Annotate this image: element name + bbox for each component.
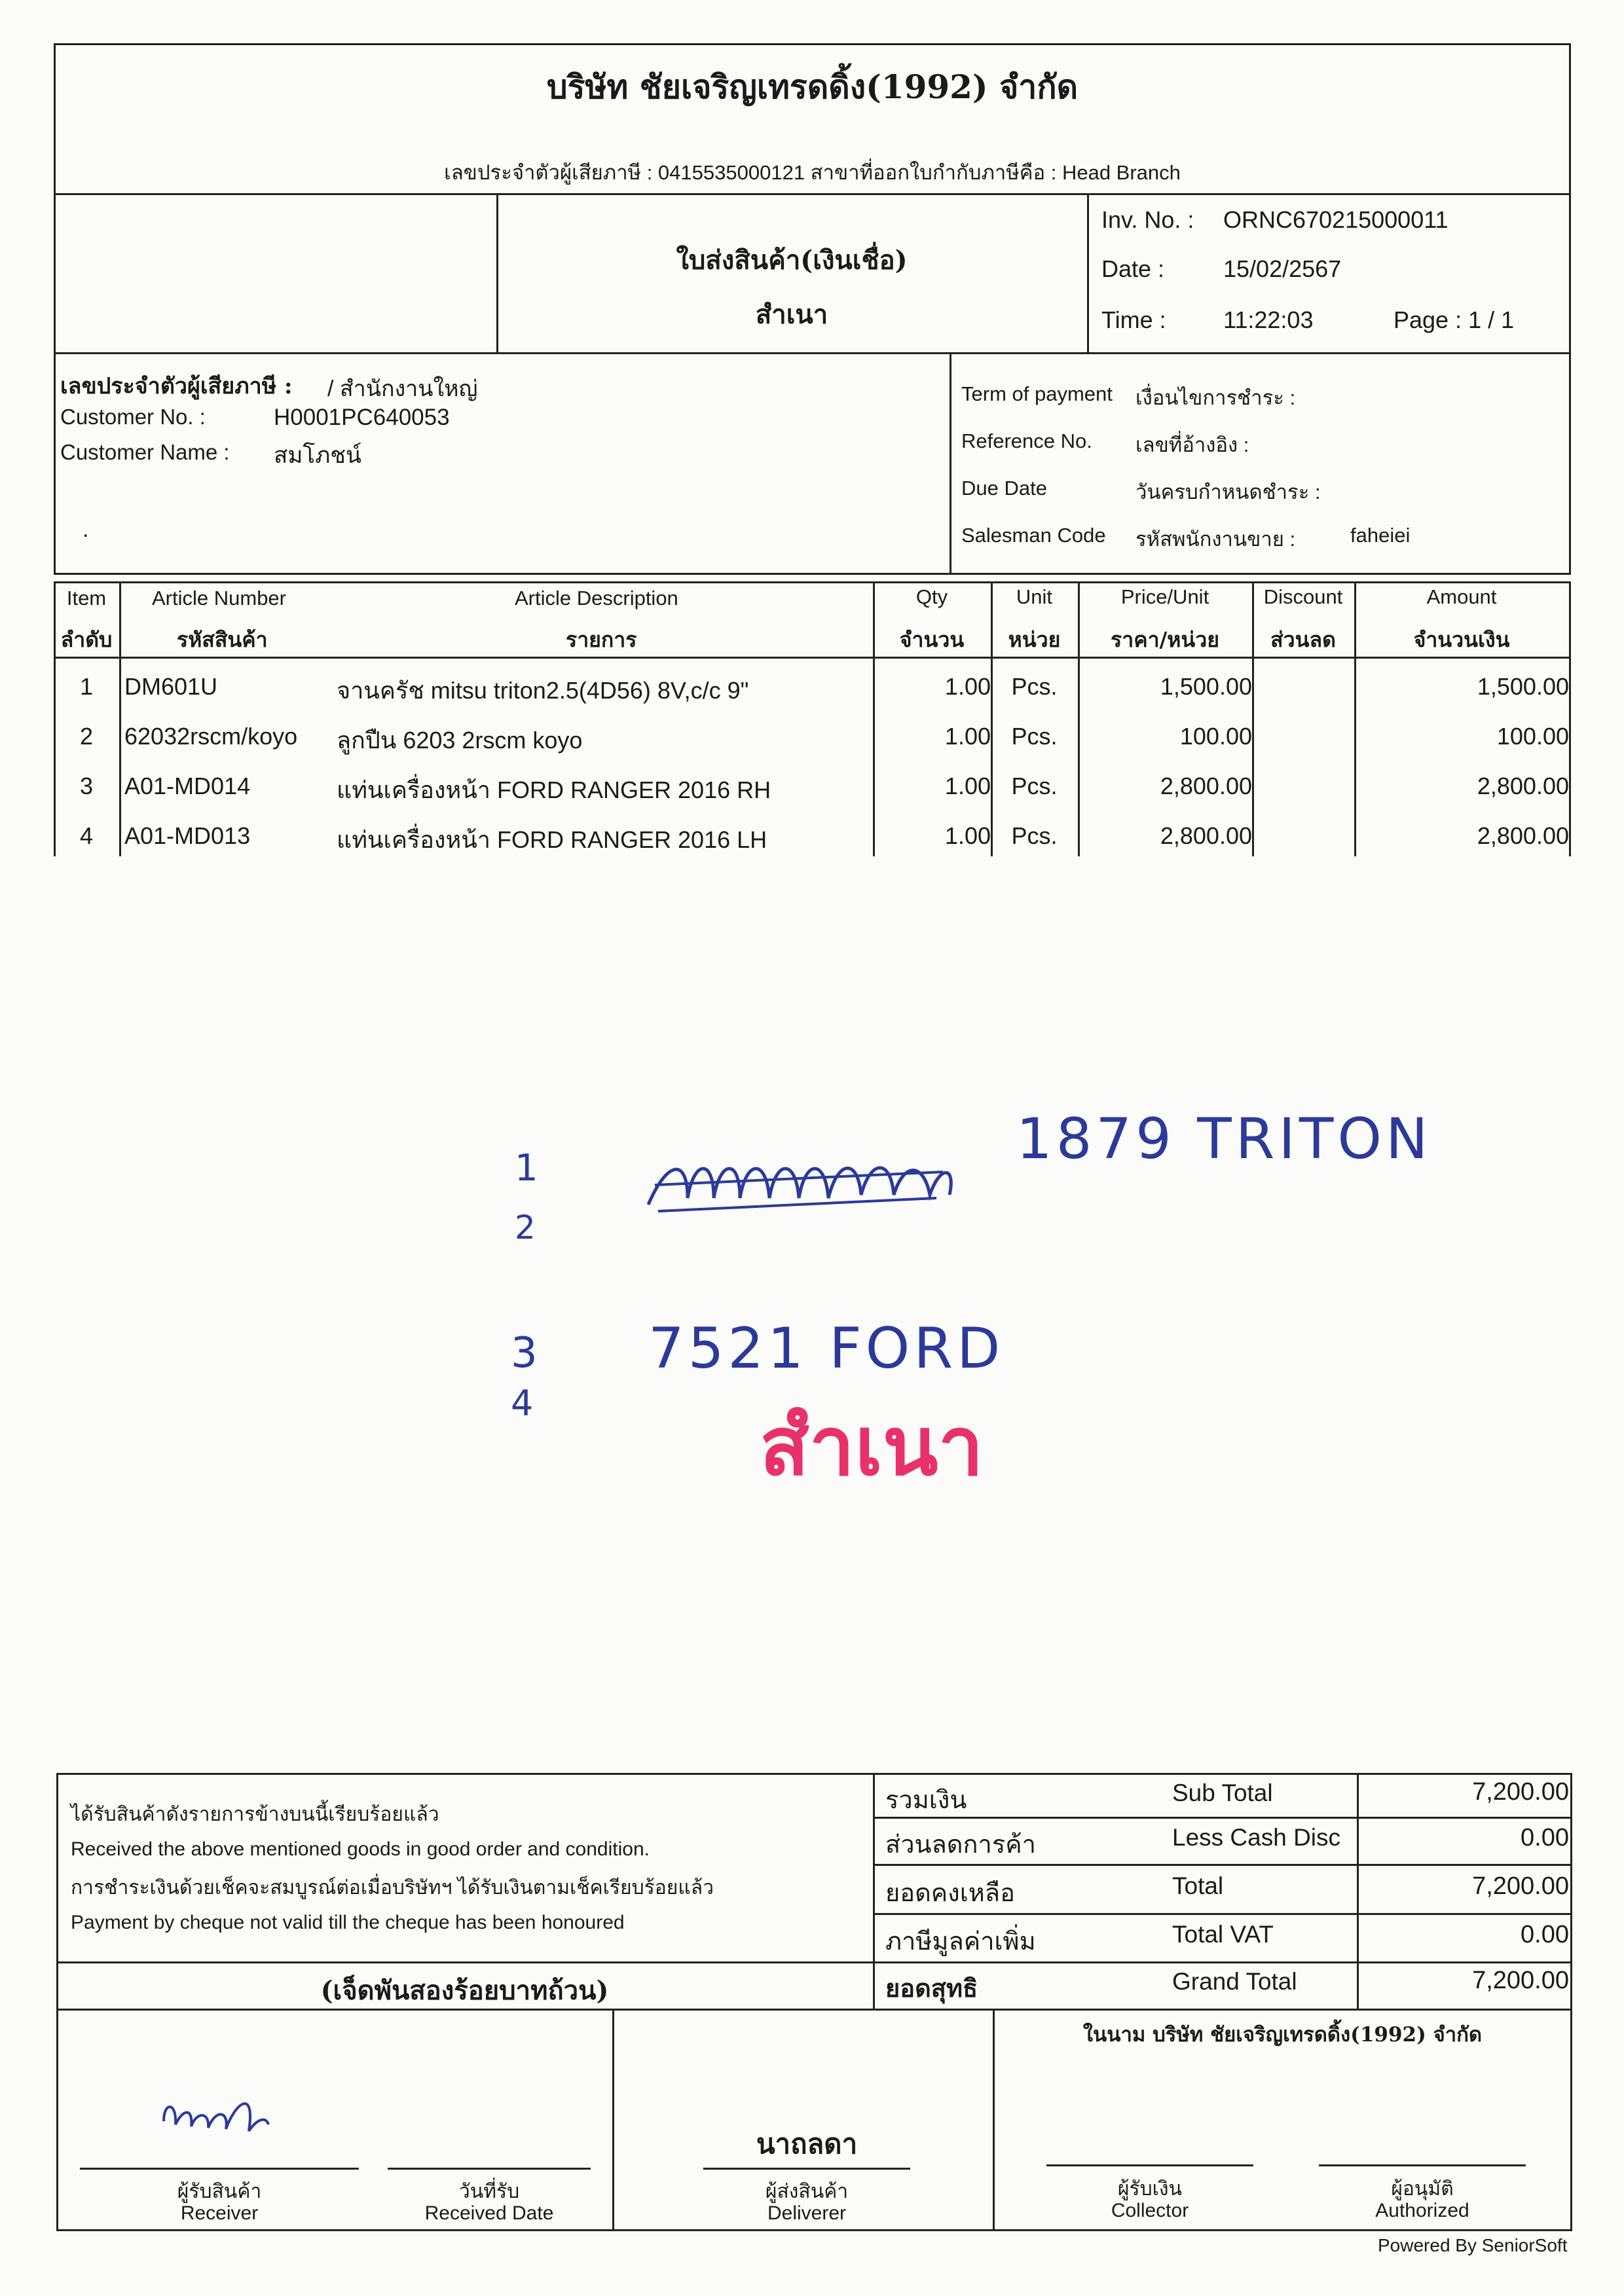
header-article-description: Article Description — [515, 587, 678, 610]
cheque-note-en: Payment by cheque not valid till the cheque has been honoured — [71, 1912, 625, 1933]
term-label: Term of payment — [961, 382, 1113, 405]
divider — [873, 1864, 1572, 1866]
deliverer-signature: นาถลดา — [756, 2128, 858, 2160]
company-tax-line: เลขประจำตัวผู้เสียภาษี : 0415535000121 สาขาที่ออกใบกำกับภาษีคือ : Head Branch — [444, 161, 1181, 184]
row-code: A01-MD014 — [124, 773, 251, 799]
date-value: 15/02/2567 — [1223, 255, 1342, 282]
header-unit-th: หน่วย — [1008, 627, 1061, 652]
discount-label-en: Less Cash Disc — [1172, 1824, 1341, 1851]
row-item: 4 — [79, 822, 94, 849]
row-unit: Pcs. — [1011, 723, 1058, 750]
invoice-number-label: Inv. No. : — [1101, 206, 1194, 233]
grand-total-value: 7,200.00 — [1472, 1967, 1569, 1994]
header-article-description-th: รายการ — [566, 627, 637, 652]
authorized-label-en: Authorized — [1375, 2200, 1469, 2221]
header-article-number-th: รหัสสินค้า — [177, 627, 268, 652]
row-item: 3 — [79, 773, 94, 799]
handwritten-number: 1 — [515, 1147, 538, 1190]
received-date-label-th: วันที่รับ — [458, 2181, 520, 2202]
reference-label: Reference No. — [961, 429, 1092, 452]
signature-line — [1319, 2164, 1526, 2166]
date-label: Date : — [1101, 255, 1165, 282]
customer-address-dot: . — [83, 517, 89, 542]
signature-line — [388, 2168, 591, 2170]
signature-line — [703, 2168, 910, 2170]
time-label: Time : — [1101, 306, 1166, 333]
row-amount: 100.00 — [1496, 723, 1569, 750]
vat-label-th: ภาษีมูลค่าเพิ่ม — [885, 1928, 1036, 1956]
row-description: แท่นเครื่องหน้า FORD RANGER 2016 RH — [337, 776, 771, 803]
vat-value: 0.00 — [1521, 1921, 1569, 1948]
header-item: Item — [66, 587, 107, 610]
header-discount: Discount — [1263, 585, 1343, 608]
signature-line — [1046, 2164, 1253, 2166]
row-qty: 1.00 — [944, 822, 991, 849]
header-amount-th: จำนวนเงิน — [1413, 627, 1510, 652]
row-description: ลูกปืน 6203 2rscm koyo — [337, 727, 583, 754]
deliverer-label-en: Deliverer — [767, 2202, 847, 2224]
collector-label-en: Collector — [1111, 2200, 1189, 2221]
cheque-note-th: การชำระเงินด้วยเช็คจะสมบูรณ์ต่อเมื่อบริษัทฯ ได้รับเงินตามเช็คเรียบร้อยแล้ว — [71, 1877, 714, 1899]
total-label-en: Total — [1172, 1872, 1224, 1899]
divider — [1087, 193, 1089, 354]
salesman-label: Salesman Code — [961, 524, 1106, 547]
row-item: 1 — [79, 673, 94, 700]
grand-total-label-en: Grand Total — [1172, 1968, 1297, 1995]
handwritten-number: 3 — [511, 1329, 538, 1377]
time-value: 11:22:03 — [1223, 306, 1314, 333]
received-note-th: ได้รับสินค้าดังรายการข้างบนนี้เรียบร้อยแล้ว — [71, 1804, 439, 1825]
row-qty: 1.00 — [944, 773, 991, 799]
header-unit: Unit — [1016, 585, 1053, 608]
receiver-label-en: Receiver — [180, 2202, 259, 2224]
customer-no-label: Customer No. : — [60, 405, 206, 429]
authorized-label-th: ผู้อนุมัติ — [1391, 2178, 1454, 2200]
divider — [1357, 1773, 1359, 2011]
salesman-code: faheiei — [1350, 524, 1411, 547]
row-price: 100.00 — [1179, 723, 1252, 750]
subtotal-value: 7,200.00 — [1472, 1778, 1569, 1806]
divider — [873, 1817, 1572, 1819]
received-note-en: Received the above mentioned goods in good order and condition. — [71, 1838, 650, 1860]
row-unit: Pcs. — [1011, 773, 1058, 799]
row-code: 62032rscm/koyo — [124, 723, 298, 750]
grand-total-label-th: ยอดสุทธิ — [885, 1973, 978, 2003]
total-value: 7,200.00 — [1472, 1872, 1569, 1900]
row-amount: 2,800.00 — [1477, 822, 1569, 849]
handwritten-note-ford: 7521 FORD — [648, 1316, 1005, 1381]
row-price: 2,800.00 — [1160, 822, 1252, 849]
row-item: 2 — [79, 723, 94, 750]
signature-line — [80, 2168, 359, 2170]
row-amount: 2,800.00 — [1477, 773, 1569, 799]
customer-tax-value: / สำนักงานใหญ่ — [327, 376, 478, 401]
row-unit: Pcs. — [1011, 673, 1058, 700]
header-price: Price/Unit — [1120, 585, 1209, 608]
customer-no-value: H0001PC640053 — [274, 405, 450, 430]
on-behalf-of-company: ในนาม บริษัท ชัยเจริญเทรดดิ้ง(1992) จำกัด — [1082, 2023, 1483, 2047]
handwritten-number: 2 — [515, 1209, 536, 1247]
row-price: 1,500.00 — [1160, 673, 1252, 700]
document-title: ใบส่งสินค้า(เงินเชื่อ) — [676, 245, 908, 276]
subtotal-label-en: Sub Total — [1172, 1779, 1273, 1806]
divider — [950, 352, 951, 575]
row-price: 2,800.00 — [1160, 773, 1252, 799]
row-description: จานครัช mitsu triton2.5(4D56) 8V,c/c 9" — [337, 677, 749, 704]
document-copy-label: สำเนา — [755, 299, 828, 330]
row-code: A01-MD013 — [124, 822, 251, 849]
receiver-label-th: ผู้รับสินค้า — [177, 2181, 262, 2202]
handwritten-number: 4 — [511, 1383, 534, 1424]
divider — [56, 1961, 1572, 1963]
powered-by: Powered By SeniorSoft — [1378, 2235, 1568, 2255]
row-code: DM601U — [124, 673, 218, 700]
term-label-th: เงื่อนไขการชำระ : — [1135, 386, 1296, 409]
scribble-mark — [642, 1133, 969, 1231]
divider — [612, 2009, 614, 2231]
divider — [873, 1913, 1572, 1915]
invoice-number: ORNC670215000011 — [1223, 206, 1449, 233]
row-unit: Pcs. — [1011, 822, 1058, 849]
amount-in-words: (เจ็ดพันสองร้อยบาทถ้วน) — [320, 1975, 609, 2006]
collector-label-th: ผู้รับเงิน — [1117, 2178, 1183, 2200]
header-qty-th: จำนวน — [899, 627, 965, 652]
divider — [873, 1773, 875, 2011]
handwritten-note-triton: 1879 TRITON — [1016, 1106, 1432, 1172]
row-qty: 1.00 — [944, 673, 991, 700]
company-name: บริษัท ชัยเจริญเทรดดิ้ง(1992) จำกัด — [546, 67, 1079, 106]
header-item-th: ลำดับ — [60, 627, 113, 652]
customer-name-label: Customer Name : — [60, 440, 230, 464]
row-qty: 1.00 — [944, 723, 991, 750]
page-number: Page : 1 / 1 — [1393, 306, 1515, 333]
vat-label-en: Total VAT — [1172, 1921, 1274, 1948]
customer-name-value: สมโภชน์ — [274, 443, 361, 468]
due-date-label: Due Date — [961, 477, 1047, 500]
row-description: แท่นเครื่องหน้า FORD RANGER 2016 LH — [337, 826, 767, 853]
header-qty: Qty — [915, 585, 948, 608]
discount-value: 0.00 — [1521, 1824, 1569, 1851]
copy-stamp: สำเนา — [760, 1400, 984, 1494]
due-date-label-th: วันครบกำหนดชำระ : — [1135, 481, 1321, 503]
received-date-label-en: Received Date — [424, 2202, 554, 2224]
header-article-number: Article Number — [152, 587, 286, 610]
header-price-th: ราคา/หน่วย — [1111, 627, 1219, 652]
receiver-signature — [157, 2075, 275, 2147]
total-label-th: ยอดคงเหลือ — [885, 1880, 1015, 1907]
customer-tax-label: เลขประจำตัวผู้เสียภาษี : — [60, 373, 293, 399]
header-discount-th: ส่วนลด — [1270, 627, 1336, 652]
row-amount: 1,500.00 — [1477, 673, 1569, 700]
reference-label-th: เลขที่อ้างอิง : — [1135, 433, 1249, 456]
deliverer-label-th: ผู้ส่งสินค้า — [765, 2181, 849, 2202]
salesman-label-th: รหัสพนักงานขาย : — [1135, 528, 1296, 551]
header-amount: Amount — [1426, 585, 1497, 608]
discount-label-th: ส่วนลดการค้า — [885, 1831, 1036, 1859]
subtotal-label-th: รวมเงิน — [885, 1787, 967, 1814]
